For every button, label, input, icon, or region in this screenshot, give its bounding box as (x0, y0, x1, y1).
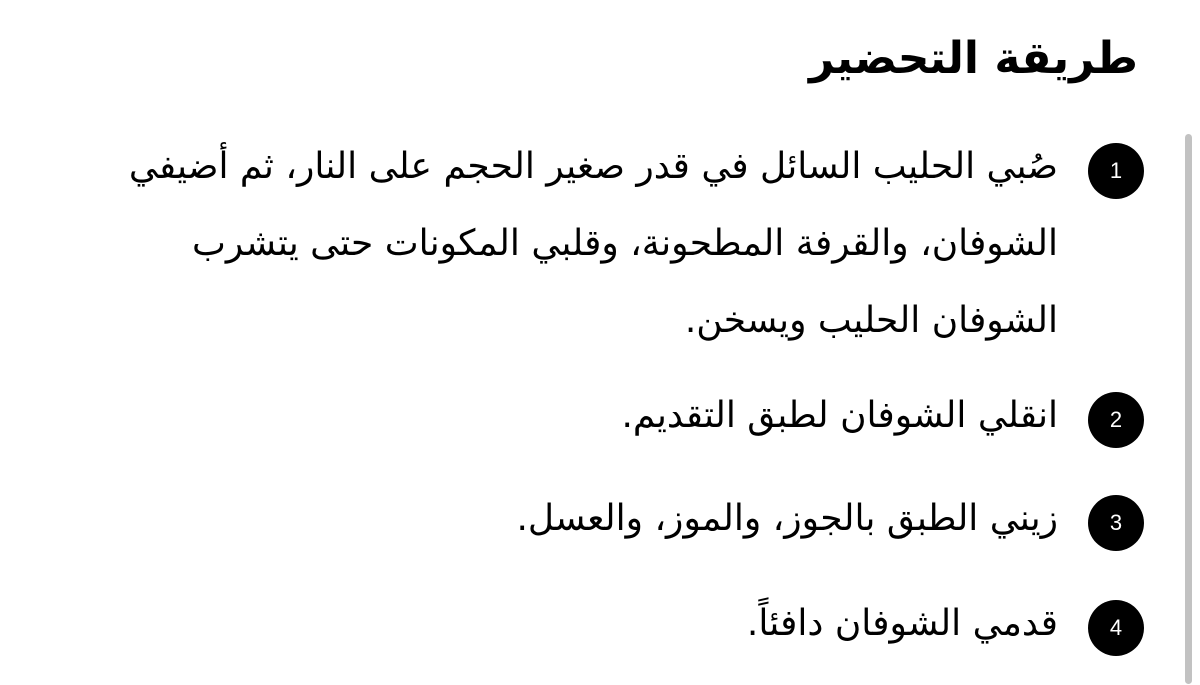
step-number-badge: 1 (1088, 143, 1144, 199)
step-text: زيني الطبق بالجوز، والموز، والعسل. (516, 498, 1058, 539)
step-item (14, 585, 1144, 685)
steps-list (14, 128, 1144, 685)
step-number-badge: 2 (1088, 392, 1144, 448)
step-text: انقلي الشوفان لطبق التقديم. (621, 395, 1058, 436)
scrollbar-thumb[interactable] (1185, 134, 1192, 684)
step-item (14, 377, 1144, 480)
step-item (14, 128, 1144, 377)
section-title: طريقة التحضير (809, 33, 1138, 84)
step-number-badge: 3 (1088, 495, 1144, 551)
step-text: قدمي الشوفان دافئاً. (746, 603, 1058, 644)
step-text: صُبي الحليب السائل في قدر صغير الحجم على النار، ثم أضيفي الشوفان، والقرفة المطحونة، وقلبي المكونات حتى يتشرب الشوفان الحليب ويسخن. (128, 146, 1058, 341)
step-number-badge: 4 (1088, 600, 1144, 656)
step-item (14, 480, 1144, 585)
